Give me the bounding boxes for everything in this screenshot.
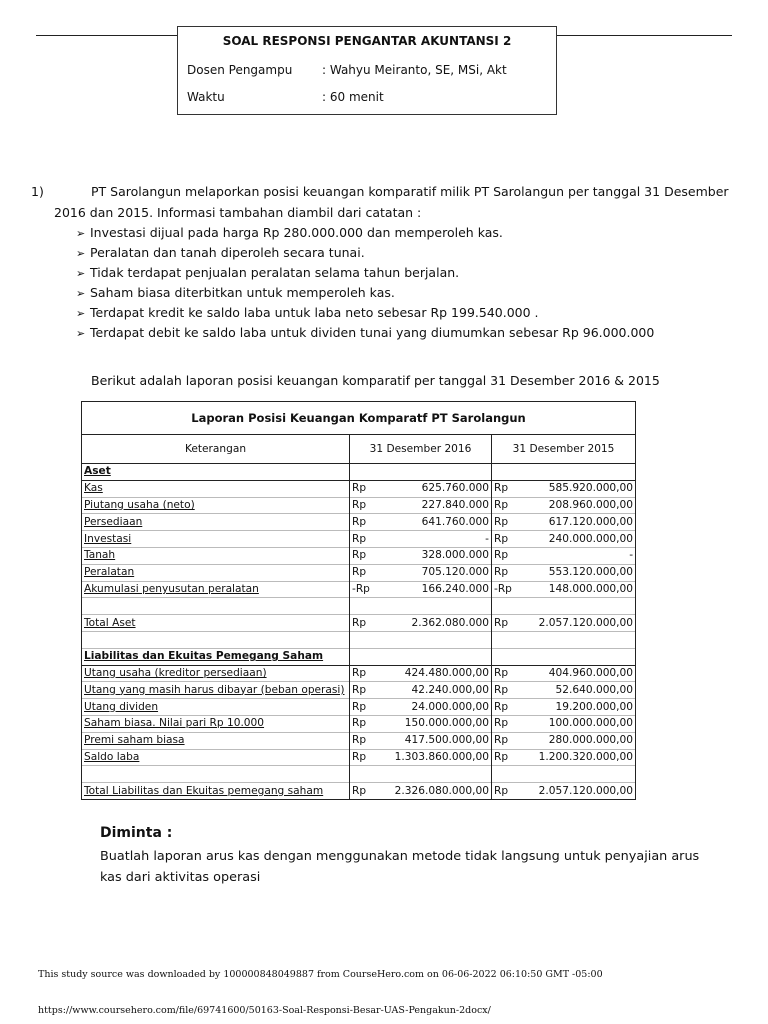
col-header-2016: 31 Desember 2016 [350,435,492,464]
table-title: Laporan Posisi Keuangan Komparatf PT Sarolangun [82,402,636,435]
section-aset: Aset [82,464,350,481]
arrow-bullet-icon: ➢ [76,267,86,280]
lecturer-value: : Wahyu Meiranto, SE, MSi, Akt [322,63,507,77]
arrow-bullet-icon: ➢ [76,287,86,300]
arrow-bullet-icon: ➢ [76,247,86,260]
diminta-title: Diminta : [100,825,173,841]
section-liabilitas: Liabilitas dan Ekuitas Pemegang Saham [82,648,350,665]
spacer-row [82,631,636,648]
document-title: SOAL RESPONSI PENGANTAR AKUNTANSI 2 [222,34,512,48]
table-row: Utang yang masih harus dibayar (beban operasi) Rp 42.240.000,00 Rp 52.640.000,00 [82,682,636,699]
diminta-text: Buatlah laporan arus kas dengan menggunakan metode tidak langsung untuk penyajian arus kas dari aktivitas operasi [100,849,700,885]
table-row: Persediaan Rp 641.760.000 Rp 617.120.000,00 [82,514,636,531]
table-intro: Berikut adalah laporan posisi keuangan komparatif per tanggal 31 Desember 2016 & 2015 [91,373,660,388]
spacer-row [82,766,636,783]
table-row: Premi saham biasa Rp 417.500.000,00 Rp 280.000.000,00 [82,732,636,749]
table-row: Utang dividen Rp 24.000.000,00 Rp 19.200.000,00 [82,699,636,716]
table-row: Saldo laba Rp 1.303.860.000,00 Rp 1.200.320.000,00 [82,749,636,766]
table-row: Kas Rp 625.760.000 Rp 585.920.000,00 [82,480,636,497]
table-row: Investasi Rp - Rp 240.000.000,00 [82,531,636,548]
header-box [177,26,557,115]
total-liabilitas-row: Total Liabilitas dan Ekuitas pemegang saham Rp 2.326.080.000,00 Rp 2.057.120.000,00 [82,783,636,800]
table-row: Tanah Rp 328.000.000 Rp - [82,547,636,564]
balance-sheet-table [81,401,636,800]
list-item: ➢ Tidak terdapat penjualan peralatan selama tahun berjalan. [76,263,654,283]
source-url: https://www.coursehero.com/file/69741600/50163-Soal-Responsi-Besar-UAS-Pengakun-2docx/ [38,1005,491,1016]
info-bullet-list [76,223,654,343]
table-row: Akumulasi penyusutan peralatan -Rp 166.240.000 -Rp 148.000.000,00 [82,581,636,598]
arrow-bullet-icon: ➢ [76,227,86,240]
list-item: ➢ Terdapat kredit ke saldo laba untuk laba neto sebesar Rp 199.540.000 . [76,303,654,323]
list-item: ➢ Saham biasa diterbitkan untuk memperoleh kas. [76,283,654,303]
col-header-2015: 31 Desember 2015 [492,435,636,464]
table-row: Utang usaha (kreditor persediaan) Rp 424.480.000,00 Rp 404.960.000,00 [82,665,636,682]
list-item: ➢ Terdapat debit ke saldo laba untuk dividen tunai yang diumumkan sebesar Rp 96.000.000 [76,323,654,343]
table-row: Saham biasa. Nilai pari Rp 10.000 Rp 150.000.000,00 Rp 100.000.000,00 [82,715,636,732]
table-row: Peralatan Rp 705.120.000 Rp 553.120.000,00 [82,564,636,581]
header-rule-right [556,35,732,36]
list-item: ➢ Investasi dijual pada harga Rp 280.000.000 dan memperoleh kas. [76,223,654,243]
table-row: Piutang usaha (neto) Rp 227.840.000 Rp 208.960.000,00 [82,497,636,514]
arrow-bullet-icon: ➢ [76,327,86,340]
time-value: : 60 menit [322,90,384,104]
header-rule-left [36,35,178,36]
question-line-1: PT Sarolangun melaporkan posisi keuangan komparatif milik PT Sarolangun per tanggal 31 Desember [91,184,729,199]
question-line-2: 2016 dan 2015. Informasi tambahan diambil dari catatan : [54,205,422,220]
question-number: 1) [31,184,44,199]
spacer-row [82,598,636,615]
time-label: Waktu [187,90,225,104]
list-item: ➢ Peralatan dan tanah diperoleh secara tunai. [76,243,654,263]
arrow-bullet-icon: ➢ [76,307,86,320]
total-aset-row: Total Aset Rp 2.362.080.000 Rp 2.057.120.000,00 [82,615,636,632]
lecturer-label: Dosen Pengampu [187,63,293,77]
download-notice: This study source was downloaded by 100000848049887 from CourseHero.com on 06-06-2022 06:10:50 GMT -05:00 [38,969,603,980]
col-header-description: Keterangan [82,435,350,464]
